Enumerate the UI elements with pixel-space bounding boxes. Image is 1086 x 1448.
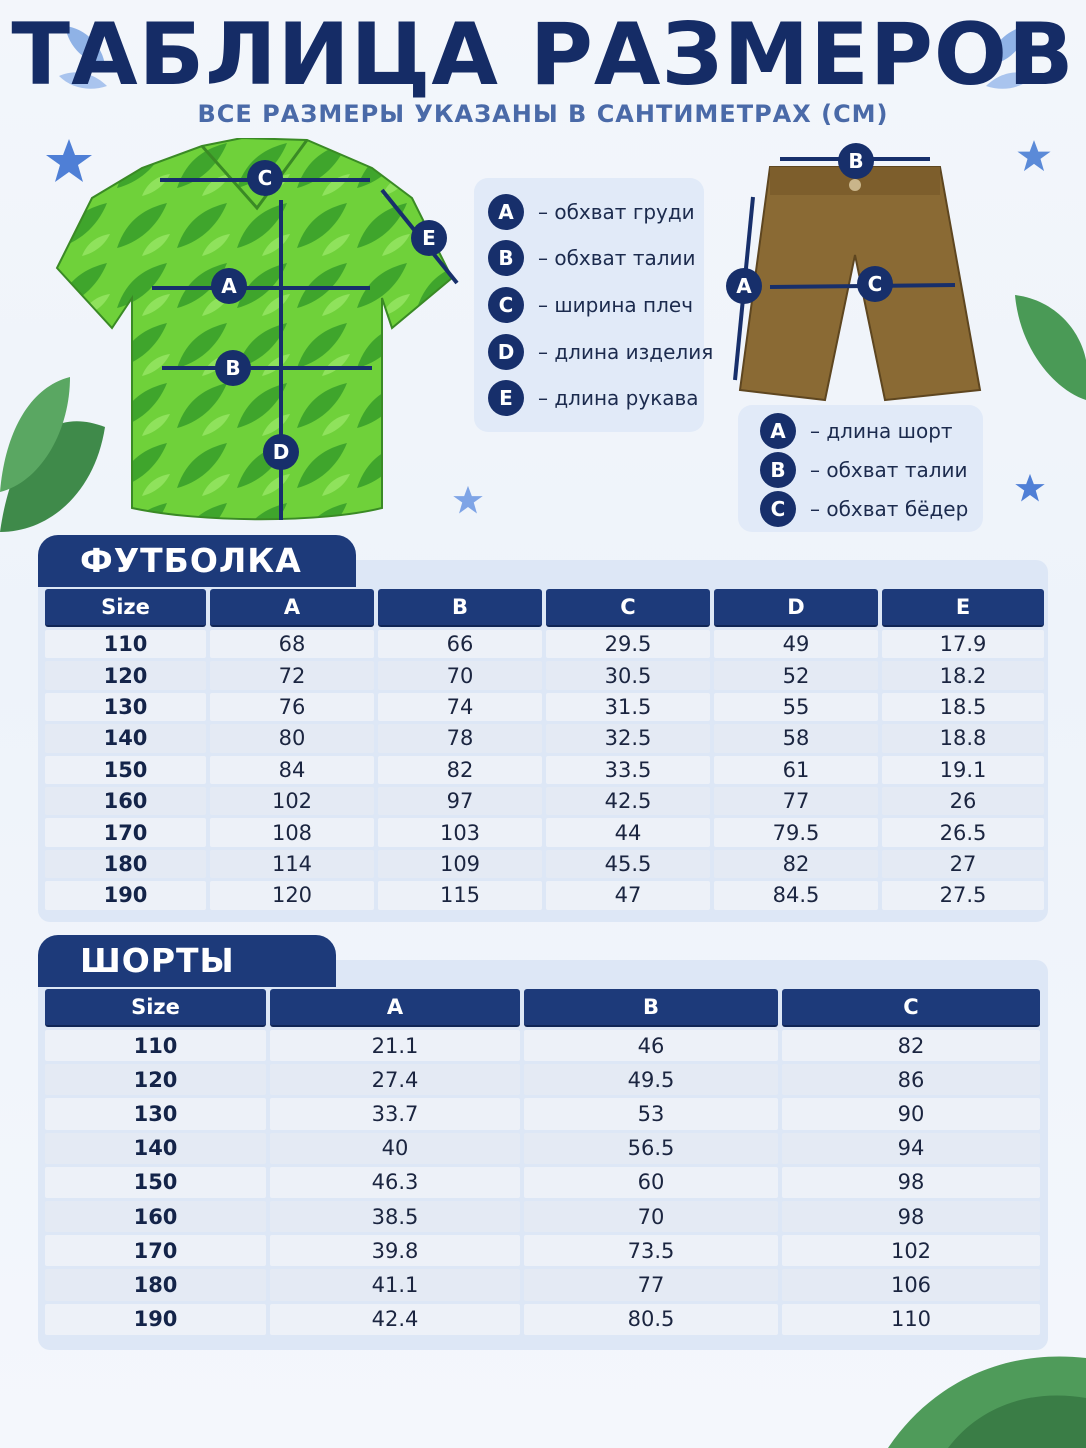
size-cell: 110: [45, 1030, 266, 1061]
size-cell: 190: [45, 881, 206, 909]
legend-letter: A: [488, 194, 524, 230]
table-row: [45, 1098, 1040, 1129]
table-row: [45, 881, 1044, 909]
legend-label: – ширина плеч: [538, 293, 694, 317]
legend-letter: E: [488, 380, 524, 416]
measurement-cell: 27.5: [882, 881, 1044, 909]
size-cell: 150: [45, 756, 206, 784]
page-subtitle: ВСЕ РАЗМЕРЫ УКАЗАНЫ В САНТИМЕТРАХ (СМ): [197, 100, 889, 128]
legend-item: [488, 332, 713, 372]
measurement-cell: 74: [378, 693, 542, 721]
column-header: A: [270, 989, 520, 1027]
measurement-cell: 53: [524, 1098, 778, 1129]
table-row: [45, 787, 1044, 815]
measurement-cell: 79.5: [714, 818, 878, 846]
measurement-cell: 114: [210, 850, 374, 878]
measurement-cell: 39.8: [270, 1235, 520, 1266]
measurement-cell: 66: [378, 630, 542, 658]
measurement-cell: 90: [782, 1098, 1040, 1129]
table-row: [45, 1304, 1040, 1335]
measurement-cell: 77: [714, 787, 878, 815]
measurement-cell: 72: [210, 661, 374, 689]
measurement-cell: 19.1: [882, 756, 1044, 784]
measurement-cell: 80.5: [524, 1304, 778, 1335]
measurement-cell: 44: [546, 818, 710, 846]
measurement-cell: 86: [782, 1064, 1040, 1095]
measurement-cell: 58: [714, 724, 878, 752]
measurement-cell: 115: [378, 881, 542, 909]
table-row: [45, 1064, 1040, 1095]
measurement-cell: 82: [378, 756, 542, 784]
shorts-legend: [738, 405, 983, 532]
measurement-cell: 49: [714, 630, 878, 658]
measurement-cell: 97: [378, 787, 542, 815]
table-row: [45, 1235, 1040, 1266]
green-leaf-decoration-icon: [888, 1338, 1086, 1448]
measurement-cell: 110: [782, 1304, 1040, 1335]
measurement-cell: 41.1: [270, 1269, 520, 1300]
measurement-cell: 120: [210, 881, 374, 909]
measurement-cell: 26.5: [882, 818, 1044, 846]
column-header: E: [882, 589, 1044, 627]
measurement-cell: 18.5: [882, 693, 1044, 721]
measurement-cell: 82: [782, 1030, 1040, 1061]
table-header-row: [45, 989, 1040, 1027]
legend-item: [488, 192, 695, 232]
shorts-marker-c: C: [857, 266, 893, 302]
measurement-cell: 29.5: [546, 630, 710, 658]
measurement-cell: 33.7: [270, 1098, 520, 1129]
measurement-cell: 82: [714, 850, 878, 878]
star-icon: [1016, 138, 1052, 174]
shirt-illustration: [52, 138, 472, 528]
legend-label: – длина рукава: [538, 386, 699, 410]
size-cell: 180: [45, 1269, 266, 1300]
measurement-cell: 80: [210, 724, 374, 752]
star-icon: [1014, 472, 1046, 504]
table-row: [45, 630, 1044, 658]
legend-item: [488, 285, 693, 325]
measurement-cell: 42.4: [270, 1304, 520, 1335]
legend-letter: A: [760, 413, 796, 449]
size-cell: 160: [45, 787, 206, 815]
measurement-cell: 109: [378, 850, 542, 878]
legend-label: – обхват талии: [810, 458, 968, 482]
size-cell: 130: [45, 693, 206, 721]
column-header: Size: [45, 989, 266, 1027]
measurement-cell: 18.8: [882, 724, 1044, 752]
measurement-cell: 70: [378, 661, 542, 689]
size-cell: 170: [45, 818, 206, 846]
size-cell: 140: [45, 1133, 266, 1164]
measurement-cell: 84: [210, 756, 374, 784]
measurement-cell: 94: [782, 1133, 1040, 1164]
measurement-cell: 84.5: [714, 881, 878, 909]
measurement-cell: 17.9: [882, 630, 1044, 658]
measurement-cell: 77: [524, 1269, 778, 1300]
column-header: B: [524, 989, 778, 1027]
measurement-cell: 98: [782, 1167, 1040, 1198]
measurement-cell: 108: [210, 818, 374, 846]
table-row: [45, 818, 1044, 846]
size-cell: 140: [45, 724, 206, 752]
measurement-cell: 32.5: [546, 724, 710, 752]
measurement-cell: 45.5: [546, 850, 710, 878]
measurement-cell: 103: [378, 818, 542, 846]
size-cell: 110: [45, 630, 206, 658]
table-row: [45, 724, 1044, 752]
measurement-cell: 47: [546, 881, 710, 909]
table-row: [45, 693, 1044, 721]
column-header: C: [546, 589, 710, 627]
measurement-cell: 31.5: [546, 693, 710, 721]
measurement-cell: 106: [782, 1269, 1040, 1300]
shorts-size-table: [41, 986, 1044, 1338]
table-row: [45, 661, 1044, 689]
size-cell: 190: [45, 1304, 266, 1335]
column-header: C: [782, 989, 1040, 1027]
table-header-row: [45, 589, 1044, 627]
column-header: D: [714, 589, 878, 627]
legend-item: [760, 450, 968, 490]
legend-label: – длина изделия: [538, 340, 714, 364]
table-row: [45, 850, 1044, 878]
legend-item: [760, 489, 968, 529]
shirt-marker-c: C: [247, 160, 283, 196]
size-cell: 120: [45, 1064, 266, 1095]
measurement-cell: 21.1: [270, 1030, 520, 1061]
shirt-marker-b: B: [215, 350, 251, 386]
measurement-cell: 46: [524, 1030, 778, 1061]
size-cell: 170: [45, 1235, 266, 1266]
table-row: [45, 1133, 1040, 1164]
measurement-cell: 78: [378, 724, 542, 752]
legend-label: – длина шорт: [810, 419, 953, 443]
column-header: Size: [45, 589, 206, 627]
shirt-marker-d: D: [263, 434, 299, 470]
measurement-cell: 40: [270, 1133, 520, 1164]
measurement-cell: 46.3: [270, 1167, 520, 1198]
legend-item: [488, 378, 699, 418]
table-row: [45, 756, 1044, 784]
column-header: B: [378, 589, 542, 627]
shirt-legend: [474, 178, 714, 432]
legend-letter: D: [488, 334, 524, 370]
shirt-section-title: ФУТБОЛКА: [38, 535, 356, 587]
page-title: ТАБЛИЦА РАЗМЕРОВ: [11, 5, 1075, 105]
measurement-cell: 55: [714, 693, 878, 721]
legend-letter: B: [760, 452, 796, 488]
measurement-cell: 49.5: [524, 1064, 778, 1095]
measurement-cell: 56.5: [524, 1133, 778, 1164]
measurement-cell: 52: [714, 661, 878, 689]
shorts-illustration: [725, 145, 985, 405]
measurement-cell: 60: [524, 1167, 778, 1198]
size-cell: 150: [45, 1167, 266, 1198]
measurement-cell: 42.5: [546, 787, 710, 815]
measurement-cell: 27: [882, 850, 1044, 878]
shirt-marker-a: A: [211, 268, 247, 304]
column-header: A: [210, 589, 374, 627]
green-leaf-decoration-icon: [1015, 290, 1086, 410]
legend-letter: B: [488, 240, 524, 276]
measurement-cell: 73.5: [524, 1235, 778, 1266]
measurement-cell: 18.2: [882, 661, 1044, 689]
measurement-cell: 61: [714, 756, 878, 784]
legend-item: [488, 238, 696, 278]
shorts-marker-a: A: [726, 268, 762, 304]
shirt-size-table: [41, 586, 1048, 913]
measurement-cell: 98: [782, 1201, 1040, 1232]
legend-letter: C: [488, 287, 524, 323]
size-cell: 180: [45, 850, 206, 878]
measurement-cell: 33.5: [546, 756, 710, 784]
measurement-cell: 68: [210, 630, 374, 658]
size-cell: 160: [45, 1201, 266, 1232]
measurement-cell: 30.5: [546, 661, 710, 689]
measurement-cell: 27.4: [270, 1064, 520, 1095]
measurement-cell: 102: [782, 1235, 1040, 1266]
legend-label: – обхват бёдер: [810, 497, 969, 521]
legend-label: – обхват талии: [538, 246, 696, 270]
measurement-cell: 102: [210, 787, 374, 815]
measurement-cell: 38.5: [270, 1201, 520, 1232]
legend-label: – обхват груди: [538, 200, 695, 224]
size-cell: 120: [45, 661, 206, 689]
shorts-marker-b: B: [838, 143, 874, 179]
table-row: [45, 1269, 1040, 1300]
shorts-section-title: ШОРТЫ: [38, 935, 336, 987]
table-row: [45, 1167, 1040, 1198]
measurement-cell: 76: [210, 693, 374, 721]
legend-letter: C: [760, 491, 796, 527]
measurement-cell: 70: [524, 1201, 778, 1232]
table-row: [45, 1030, 1040, 1061]
measurement-cell: 26: [882, 787, 1044, 815]
legend-item: [760, 411, 953, 451]
shirt-marker-e: E: [411, 220, 447, 256]
table-row: [45, 1201, 1040, 1232]
size-cell: 130: [45, 1098, 266, 1129]
